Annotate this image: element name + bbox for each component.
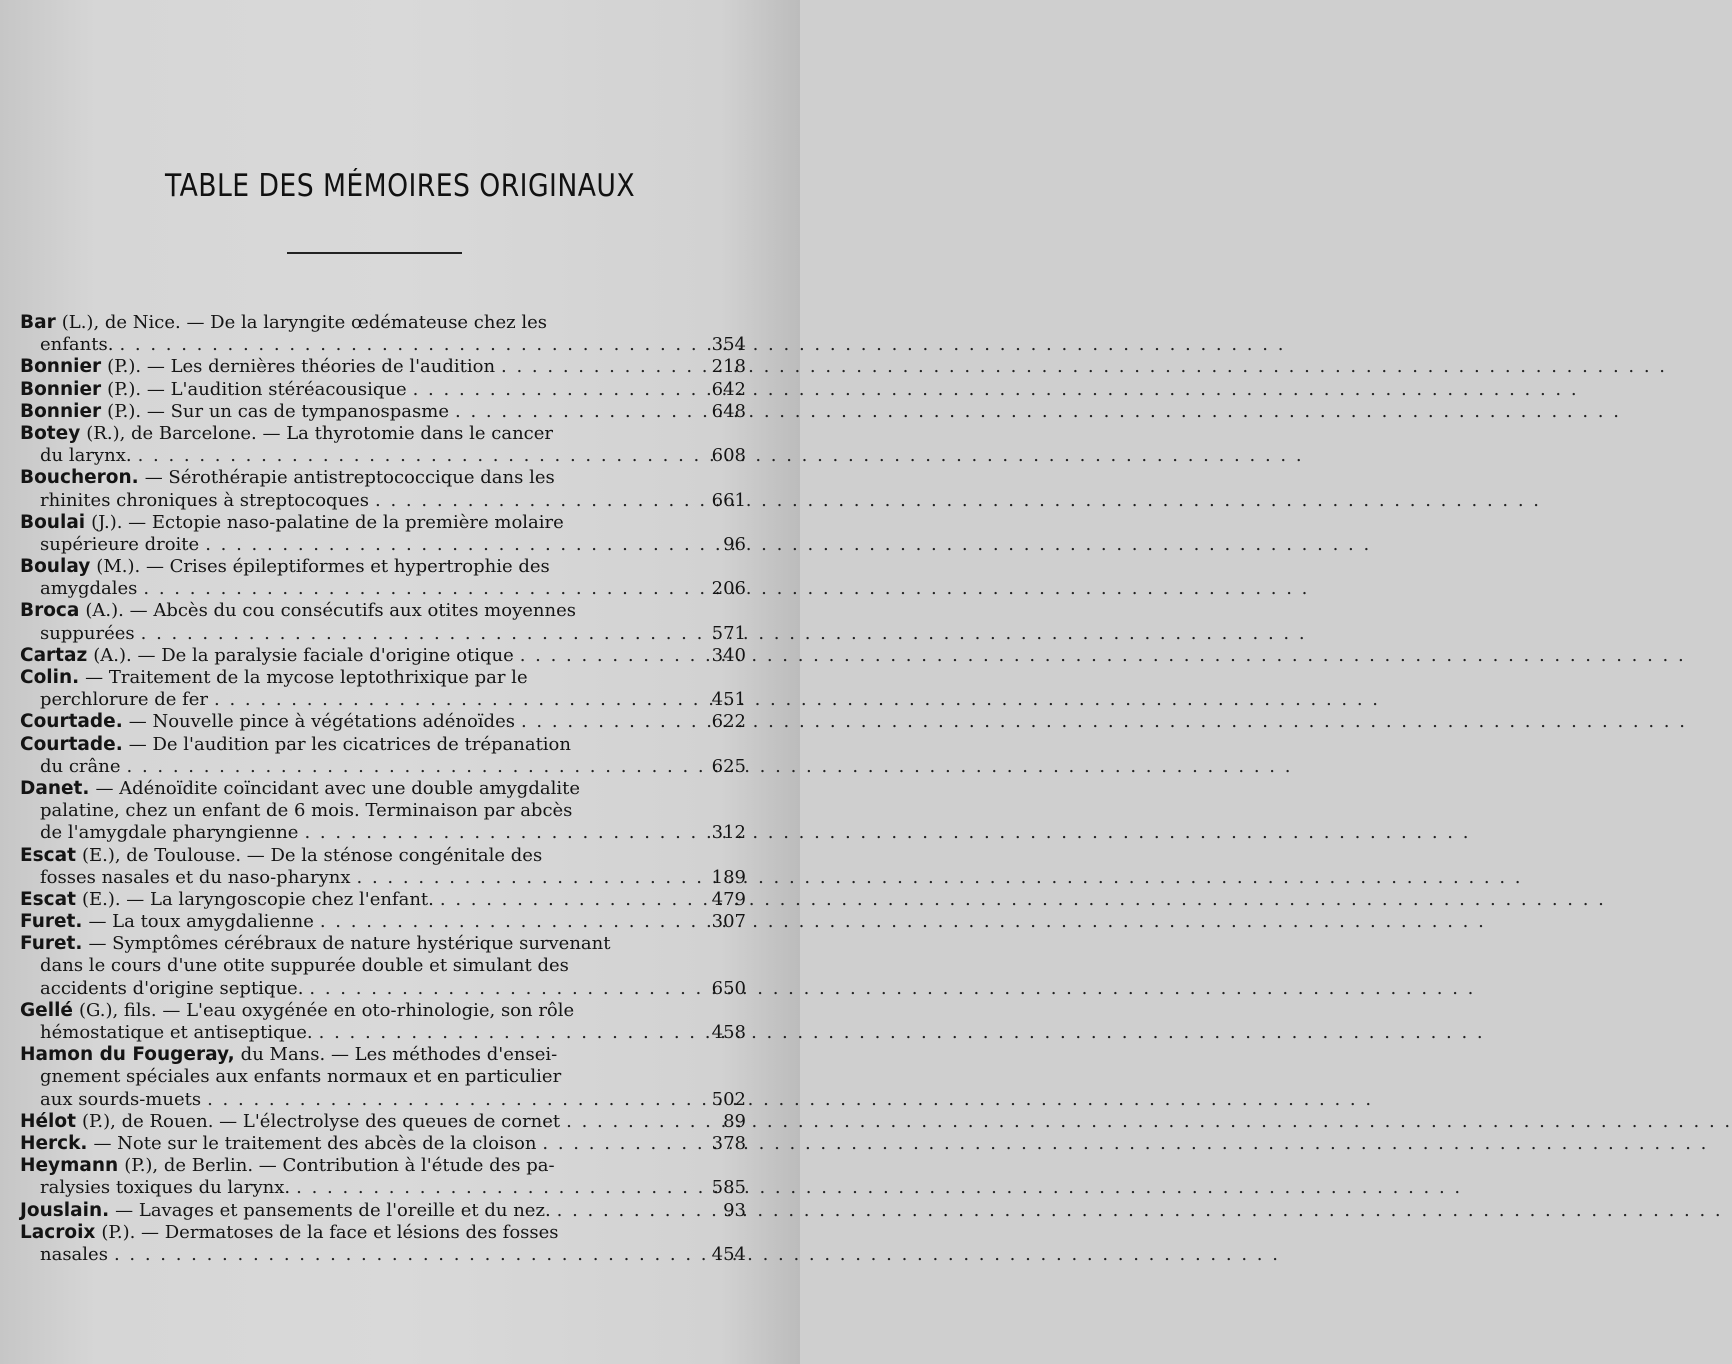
- entry-title: (M.). — Crises épileptiformes et hypertrophie des: [96, 556, 550, 578]
- toc-entry: [20, 1111, 744, 1133]
- author-name: Colin.: [20, 667, 80, 688]
- dot-leader: [357, 867, 1523, 889]
- toc-entry-continuation: [20, 445, 744, 467]
- entry-title-continued: enfants.: [40, 334, 114, 356]
- toc-entry: [20, 1133, 744, 1155]
- author-name: Herck.: [20, 1132, 88, 1154]
- author-name: Hélot: [20, 1110, 76, 1132]
- page-number: 458: [711, 1022, 746, 1043]
- author-name: Lacroix: [20, 1221, 96, 1243]
- dot-leader: [501, 356, 1667, 378]
- author-name: Hamon du Fougeray,: [20, 1044, 235, 1066]
- page-title: TABLE DES MÉMOIRES ORIGINAUX: [164, 168, 636, 204]
- toc-entry-continuation: [20, 578, 744, 600]
- toc-entry-continuation: [20, 978, 744, 1000]
- page-number: 479: [711, 888, 746, 910]
- page-number: 189: [711, 866, 746, 888]
- page-number: 648: [711, 400, 746, 422]
- author-name: Cartaz: [20, 644, 88, 666]
- toc-entry-first-line: [20, 911, 744, 933]
- toc-entry-continuation: [20, 689, 744, 711]
- page-number: 312: [711, 822, 746, 844]
- toc-entry-first-line: [20, 556, 744, 578]
- toc-entry-first-line: [20, 734, 744, 756]
- entry-title-continued: de l'amygdale pharyngienne: [40, 822, 299, 844]
- dot-leader: [214, 689, 1380, 711]
- toc-entry-continuation: [20, 800, 744, 822]
- author-name: Boulay: [20, 556, 91, 578]
- toc-entry: [20, 556, 744, 600]
- entry-title: — Note sur le traitement des abcès de la cloison: [93, 1132, 537, 1154]
- toc-entry: [20, 312, 744, 356]
- dot-leader: [205, 534, 1371, 556]
- toc-entry-continuation: [20, 623, 744, 645]
- entry-title: (P.). — L'audition stéréacousique: [107, 378, 407, 400]
- toc-entry-first-line: [20, 1044, 744, 1066]
- document-page: [0, 0, 800, 1364]
- page-number: 661: [711, 489, 746, 511]
- toc-entry-first-line: [20, 1133, 744, 1155]
- dot-leader: [296, 1177, 1462, 1199]
- toc-entry: [20, 933, 744, 1000]
- toc-entry-continuation: [20, 1022, 744, 1044]
- toc-entry-first-line: [20, 1000, 744, 1022]
- toc-entry: [20, 423, 744, 467]
- entry-title: — Sérothérapie antistreptococcique dans les: [144, 467, 555, 489]
- toc-entry-first-line: [20, 312, 744, 334]
- toc-entry: [20, 845, 744, 889]
- toc-entry: [20, 645, 744, 667]
- toc-entry-first-line: [20, 379, 744, 401]
- author-name: Furet.: [20, 911, 83, 933]
- toc-entry-continuation: [20, 955, 744, 977]
- entry-title-continued: hémostatique et antiseptique.: [40, 1022, 313, 1043]
- toc-entry-first-line: [20, 467, 744, 489]
- toc-entry-first-line: [20, 600, 744, 622]
- toc-entry: [20, 711, 744, 733]
- toc-entry: [20, 512, 744, 556]
- toc-entry-continuation: [20, 490, 744, 512]
- author-name: Escat: [20, 888, 76, 910]
- entry-title: du Mans. — Les méthodes d'ensei-: [240, 1044, 558, 1066]
- page-number: 307: [711, 911, 746, 933]
- dot-leader: [319, 1022, 1485, 1044]
- entry-title: (P.), de Berlin. — Contribution à l'étude des pa-: [124, 1155, 555, 1177]
- dot-leader: [304, 822, 1470, 844]
- entry-title-continued: supérieure droite: [40, 533, 200, 555]
- author-name: Broca: [20, 600, 80, 622]
- toc-entry-first-line: [20, 1200, 744, 1222]
- entry-title-continued: fosses nasales et du naso-pharynx: [40, 866, 351, 888]
- toc-entry-first-line: [20, 889, 744, 911]
- entry-title-continued: rhinites chroniques à streptocoques: [40, 489, 370, 511]
- table-of-contents: [20, 312, 744, 1266]
- entry-title-continued: aux sourds-muets: [40, 1088, 202, 1110]
- author-name: Bonnier: [20, 378, 102, 400]
- title-divider: [287, 252, 462, 254]
- page-number: 454: [711, 1243, 746, 1265]
- author-name: Furet.: [20, 933, 83, 955]
- page-number: 622: [711, 711, 746, 733]
- toc-entry-first-line: [20, 512, 744, 534]
- page-number: 502: [711, 1088, 746, 1110]
- toc-entry-first-line: [20, 645, 744, 667]
- page-number: 378: [711, 1132, 746, 1154]
- entry-title: (P.). — Dermatoses de la face et lésions des fosses: [101, 1221, 559, 1243]
- author-name: Botey: [20, 422, 81, 444]
- entry-title-continued: du crâne: [40, 755, 121, 777]
- toc-entry-first-line: [20, 1222, 744, 1244]
- dot-leader: [455, 401, 1621, 423]
- toc-entry-first-line: [20, 401, 744, 423]
- entry-title: — Nouvelle pince à végétations adénoïdes: [128, 711, 515, 733]
- page-number: 218: [711, 356, 746, 378]
- toc-entry: [20, 889, 744, 911]
- dot-leader: [440, 889, 1606, 911]
- page-number: 650: [711, 977, 746, 999]
- toc-entry-continuation: [20, 756, 744, 778]
- entry-title: (A.). — De la paralysie faciale d'origine otique: [93, 644, 514, 666]
- toc-entry: [20, 1000, 744, 1044]
- toc-entry-continuation: [20, 1244, 744, 1266]
- author-name: Courtade.: [20, 711, 123, 733]
- author-name: Danet.: [20, 777, 90, 799]
- page-number: 451: [711, 689, 746, 711]
- dot-leader: [375, 490, 1541, 512]
- entry-title: (E.), de Toulouse. — De la sténose congénitale des: [81, 844, 543, 866]
- toc-entry-first-line: [20, 667, 744, 689]
- entry-title: — Symptômes cérébraux de nature hystérique survenant: [88, 933, 611, 955]
- dot-leader: [207, 1089, 1373, 1111]
- page-number: 608: [711, 445, 746, 467]
- entry-title: — De l'audition par les cicatrices de trépanation: [128, 733, 571, 755]
- entry-title: (P.). — Les dernières théories de l'audition: [107, 356, 496, 378]
- entry-title-continued: dans le cours d'une otite suppurée double et simulant des: [40, 955, 569, 977]
- author-name: Heymann: [20, 1155, 119, 1177]
- toc-entry: [20, 356, 744, 378]
- toc-entry-first-line: [20, 1155, 744, 1177]
- page-number: 642: [711, 378, 746, 400]
- author-name: Boucheron.: [20, 467, 139, 489]
- toc-entry-first-line: [20, 933, 744, 955]
- toc-entry: [20, 467, 744, 511]
- toc-entry-continuation: [20, 822, 744, 844]
- page-number: 89: [723, 1110, 746, 1132]
- toc-entry: [20, 778, 744, 845]
- toc-entry: [20, 1044, 744, 1111]
- page-number: 96: [723, 533, 746, 555]
- toc-entry-first-line: [20, 423, 744, 445]
- page-number: 571: [711, 622, 746, 644]
- entry-title: (G.), fils. — L'eau oxygénée en oto-rhinologie, son rôle: [78, 999, 575, 1021]
- toc-entry: [20, 1155, 744, 1199]
- toc-entry-continuation: [20, 534, 744, 556]
- toc-entry: [20, 379, 744, 401]
- author-name: Gellé: [20, 999, 73, 1021]
- entry-title-continued: nasales: [40, 1243, 108, 1265]
- entry-title: — Lavages et pansements de l'oreille et du nez.: [115, 1199, 551, 1221]
- toc-entry-first-line: [20, 845, 744, 867]
- entry-title: — La toux amygdalienne: [88, 911, 314, 933]
- entry-title: (J.). — Ectopie naso-palatine de la première molaire: [91, 511, 564, 533]
- entry-title-continued: accidents d'origine septique.: [40, 977, 304, 999]
- author-name: Boulai: [20, 511, 86, 533]
- toc-entry: [20, 734, 744, 778]
- page-number: 625: [711, 755, 746, 777]
- author-name: Escat: [20, 844, 76, 866]
- dot-leader: [413, 379, 1579, 401]
- entry-title-continued: gnement spéciales aux enfants normaux et en particulier: [40, 1066, 562, 1088]
- entry-title: (P.), de Rouen. — L'électrolyse des queues de cornet: [81, 1110, 561, 1132]
- toc-entry-first-line: [20, 356, 744, 378]
- page-number: 93: [723, 1199, 746, 1221]
- entry-title: (E.). — La laryngoscopie chez l'enfant.: [81, 888, 434, 910]
- entry-title-continued: suppurées: [40, 622, 135, 644]
- dot-leader: [309, 978, 1475, 1000]
- toc-entry-continuation: [20, 1089, 744, 1111]
- toc-entry-continuation: [20, 1066, 744, 1088]
- entry-title-continued: du larynx.: [40, 445, 132, 467]
- toc-entry-continuation: [20, 1177, 744, 1199]
- entry-title-continued: perchlorure de fer: [40, 689, 209, 711]
- toc-entry-first-line: [20, 1111, 744, 1133]
- toc-entry: [20, 667, 744, 711]
- toc-entry-first-line: [20, 711, 744, 733]
- page-number: 585: [711, 1177, 746, 1199]
- toc-entry: [20, 1200, 744, 1222]
- page-number: 206: [711, 578, 746, 600]
- entry-title: (A.). — Abcès du cou consécutifs aux otites moyennes: [85, 600, 576, 622]
- toc-entry: [20, 1222, 744, 1266]
- dot-leader: [320, 911, 1486, 933]
- entry-title-continued: amygdales: [40, 578, 138, 600]
- author-name: Bar: [20, 312, 56, 333]
- entry-title: (L.), de Nice. — De la laryngite œdémateuse chez les: [61, 312, 547, 333]
- author-name: Bonnier: [20, 400, 102, 422]
- toc-entry-first-line: [20, 778, 744, 800]
- toc-entry-continuation: [20, 867, 744, 889]
- entry-title-continued: palatine, chez un enfant de 6 mois. Terminaison par abcès: [40, 800, 573, 822]
- toc-entry: [20, 401, 744, 423]
- entry-title: (P.). — Sur un cas de tympanospasme: [107, 400, 449, 422]
- entry-title: (R.), de Barcelone. — La thyrotomie dans le cancer: [86, 422, 554, 444]
- author-name: Bonnier: [20, 356, 102, 378]
- toc-entry: [20, 600, 744, 644]
- author-name: Jouslain.: [20, 1199, 110, 1221]
- toc-entry: [20, 911, 744, 933]
- page-number: 340: [711, 644, 746, 666]
- entry-title-continued: ralysies toxiques du larynx.: [40, 1177, 291, 1199]
- entry-title: — Adénoïdite coïncidant avec une double amygdalite: [95, 777, 580, 799]
- page-number: 354: [711, 334, 746, 356]
- author-name: Courtade.: [20, 733, 123, 755]
- toc-entry-continuation: [20, 334, 744, 356]
- entry-title: — Traitement de la mycose leptothrixique par le: [85, 667, 528, 688]
